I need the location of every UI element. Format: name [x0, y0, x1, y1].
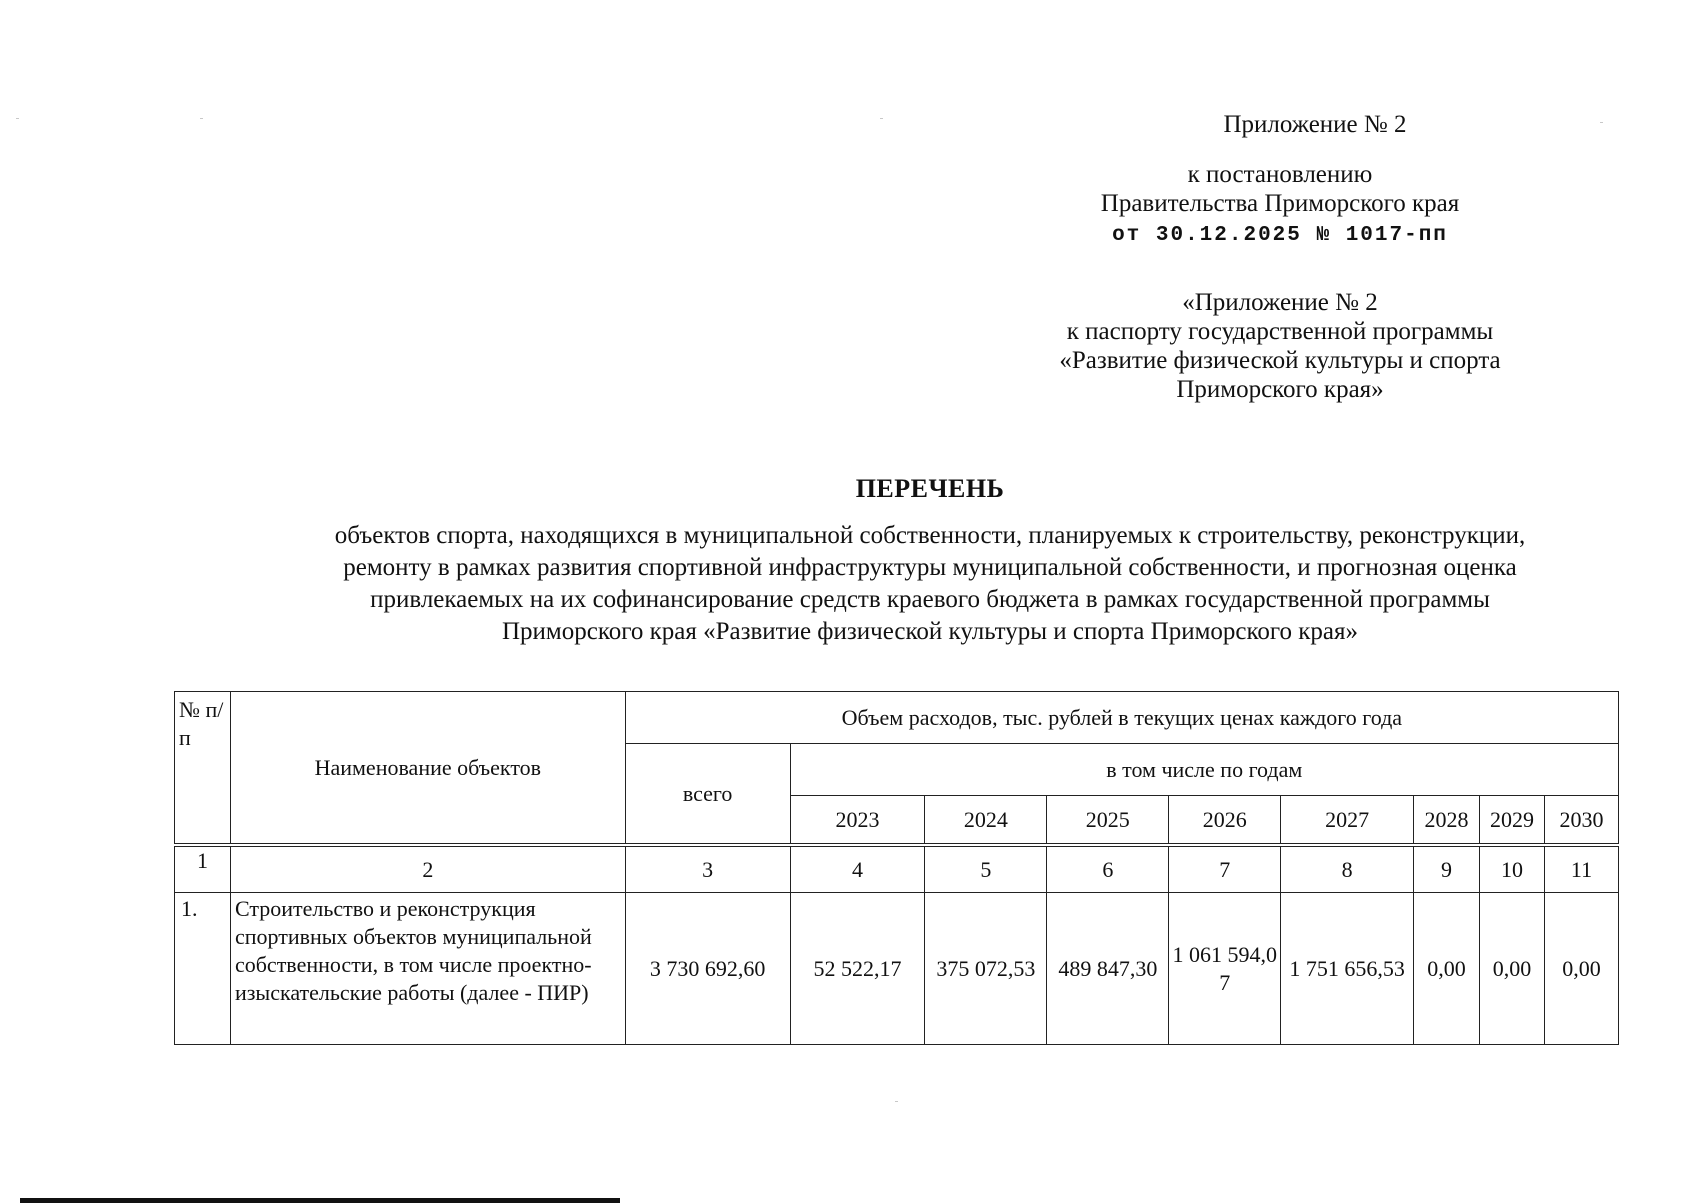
passport-line-2: к паспорту государственной программы [1066, 318, 1494, 345]
table-body [174, 846, 1619, 1045]
table-row [175, 893, 1619, 1045]
scan-speck [200, 118, 203, 119]
scan-speck [1600, 122, 1603, 123]
passport-reference [1000, 288, 1560, 404]
subtitle-line-3: привлекаемых на их софинансирование средств краевого бюджета в рамках государственной программы [370, 586, 1490, 613]
column-number: 11 [1544, 847, 1618, 893]
column-number: 6 [1047, 847, 1169, 893]
header-year-2023: 2023 [790, 796, 925, 844]
header-year-2026: 2026 [1169, 796, 1281, 844]
column-number: 3 [625, 847, 790, 893]
appendix-title [1150, 110, 1480, 139]
column-number: 8 [1281, 847, 1414, 893]
scan-speck [16, 118, 19, 119]
row-number: 1. [175, 893, 231, 1045]
value-2025: 489 847,30 [1047, 893, 1169, 1045]
column-number: 4 [790, 847, 925, 893]
header-year-2025: 2025 [1047, 796, 1169, 844]
column-number-row [175, 847, 1619, 893]
subtitle-line-1: объектов спорта, находящихся в муниципальной собственности, планируемых к строительству, реконструкции, [334, 522, 1526, 549]
scan-speck [895, 1101, 898, 1102]
decree-reference [1060, 160, 1500, 250]
column-number: 1 [175, 847, 231, 893]
header-volume-cell: Объем расходов, тыс. рублей в текущих ценах каждого года [625, 692, 1618, 744]
decree-line-1: к постановлению [1187, 161, 1373, 188]
column-number: 10 [1480, 847, 1545, 893]
passport-line-1: «Приложение № 2 [1182, 289, 1378, 316]
column-number: 2 [230, 847, 625, 893]
value-2026: 1 061 594,07 [1169, 893, 1281, 1045]
column-number: 7 [1169, 847, 1281, 893]
value-2028: 0,00 [1414, 893, 1480, 1045]
value-2030: 0,00 [1544, 893, 1618, 1045]
scan-speck [880, 118, 883, 119]
passport-line-3: «Развитие физической культуры и спорта [1059, 347, 1501, 374]
value-2023: 52 522,17 [790, 893, 925, 1045]
header-name-cell: Наименование объектов [230, 692, 625, 844]
column-number: 5 [925, 847, 1047, 893]
decree-line-2: Правительства Приморского края [1100, 190, 1460, 217]
header-year-2030: 2030 [1544, 796, 1618, 844]
decree-date-stamp: от 30.12.2025 № 1017-пп [1112, 224, 1448, 247]
column-number: 9 [1414, 847, 1480, 893]
header-year-2027: 2027 [1281, 796, 1414, 844]
appendix-title-text: Приложение № 2 [1223, 111, 1407, 138]
total-value: 3 730 692,60 [625, 893, 790, 1045]
document-title: ПЕРЕЧЕНЬ [855, 474, 1005, 503]
document-subtitle [200, 520, 1660, 648]
footer-rule [20, 1198, 620, 1203]
header-total-cell: всего [625, 744, 790, 844]
value-2027: 1 751 656,53 [1281, 893, 1414, 1045]
object-name: Строительство и реконструкция спортивных объектов муниципальной собственности, в том числе проектно-изыскательские работы (далее - ПИР) [230, 893, 625, 1045]
subtitle-line-4: Приморского края «Развитие физической культуры и спорта Приморского края» [502, 618, 1358, 645]
value-2029: 0,00 [1480, 893, 1545, 1045]
header-num-cell: № п/п [175, 692, 231, 844]
value-2024: 375 072,53 [925, 893, 1047, 1045]
header-year-2028: 2028 [1414, 796, 1480, 844]
table-header [174, 691, 1619, 844]
header-by-years-cell: в том числе по годам [790, 744, 1618, 796]
header-year-2029: 2029 [1480, 796, 1545, 844]
passport-line-4: Приморского края» [1176, 376, 1384, 403]
header-year-2024: 2024 [925, 796, 1047, 844]
subtitle-line-2: ремонту в рамках развития спортивной инфраструктуры муниципальной собственности, и прогнозная оценка [343, 554, 1517, 581]
